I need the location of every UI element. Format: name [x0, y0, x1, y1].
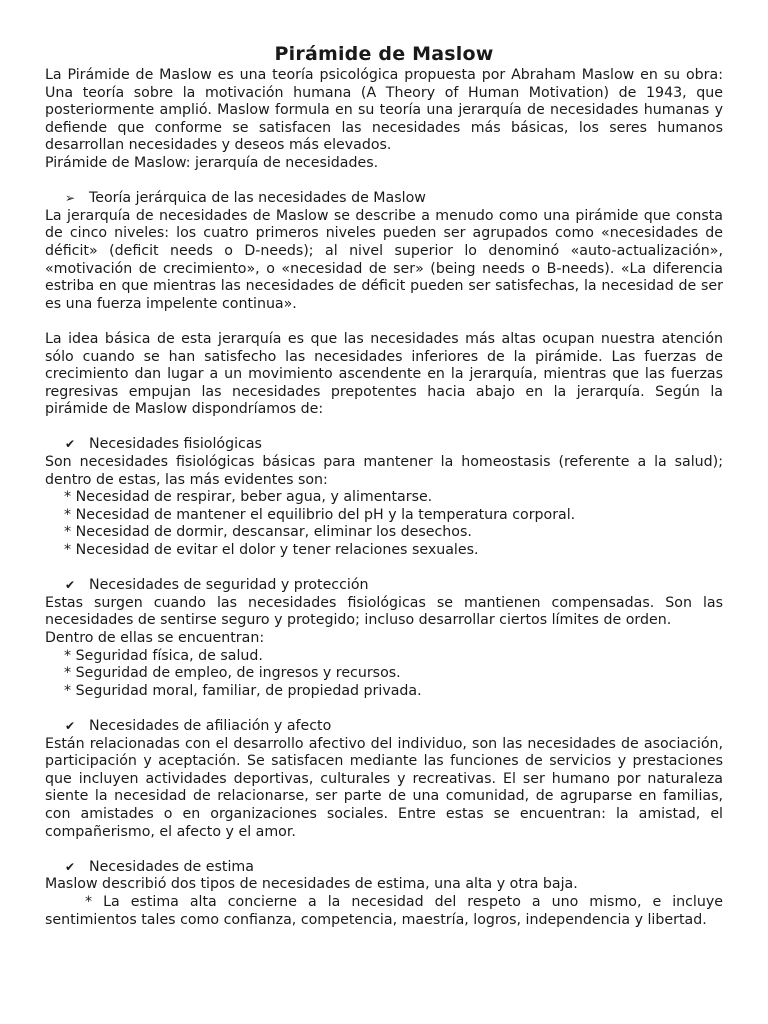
- list-item: * Seguridad moral, familiar, de propiedad privada.: [64, 682, 422, 699]
- list-item: * Necesidad de evitar el dolor y tener relaciones sexuales.: [64, 542, 479, 559]
- theory-paragraph: La idea básica de esta jerarquía es que las necesidades más altas ocupan nuestra atención sólo cuando se han satisfecho las necesidades inferiores de la pirámide. Las fuerzas de crecimiento dan lugar a un movimiento ascendente en la jerarquía, mientras que las fuerzas regresivas empujan las necesidades prepotentes hacia abajo en la jerarquía. Según la pirámide de Maslow dispondríamos de:: [45, 330, 723, 418]
- list-item: * Necesidad de respirar, beber agua, y alimentarse.: [64, 489, 433, 506]
- section-heading-label: Necesidades de seguridad y protección: [89, 577, 369, 594]
- affiliation-paragraph: Están relacionadas con el desarrollo afectivo del individuo, son las necesidades de asociación, participación y aceptación. Se satisfacen mediante las funciones de servicios y prestaciones que incluyen actividades deportivas, culturales y recreativas. El ser humano por naturaleza siente la necesidad de relacionarse, ser parte de una comunidad, de agruparse en familias, con amistades o en organizaciones sociales. Entre estas se encuentran: la amistad, el compañerismo, el afecto y el amor.: [45, 735, 723, 840]
- section-heading-affiliation: [45, 718, 723, 736]
- list-item: * Seguridad de empleo, de ingresos y recursos.: [64, 665, 401, 682]
- section-heading-physiological: [45, 436, 723, 454]
- theory-paragraph: La jerarquía de necesidades de Maslow se describe a menudo como una pirámide que consta de cinco niveles: los cuatro primeros niveles pueden ser agrupados como «necesidades de déficit» (deficit needs o D-needs); al nivel superior lo denominó «auto-actualización», «motivación de crecimiento», o «necesidad de ser» (being needs o B-needs). «La diferencia estriba en que mientras las necesidades de déficit pueden ser satisfechas, la necesidad de ser es una fuerza impelente continua».: [45, 207, 723, 312]
- section-heading-label: Teoría jerárquica de las necesidades de Maslow: [89, 190, 426, 207]
- intro-caption: Pirámide de Maslow: jerarquía de necesidades.: [45, 154, 379, 171]
- section-heading-theory: [45, 190, 723, 208]
- security-lead: Dentro de ellas se encuentran:: [45, 630, 265, 646]
- checkmark-icon: ✔: [65, 718, 76, 733]
- list-item: * Necesidad de mantener el equilibrio del pH y la temperatura corporal.: [64, 506, 576, 523]
- list-item: * Necesidad de dormir, descansar, eliminar los desechos.: [64, 524, 472, 541]
- section-heading-esteem: [45, 859, 723, 877]
- section-heading-label: Necesidades de estima: [89, 858, 254, 875]
- section-heading-label: Necesidades de afiliación y afecto: [89, 717, 332, 734]
- checkmark-icon: ✔: [65, 437, 76, 452]
- section-heading-label: Necesidades fisiológicas: [89, 436, 262, 453]
- intro-paragraph: La Pirámide de Maslow es una teoría psicológica propuesta por Abraham Maslow en su obra: Una teoría sobre la motivación humana (A Theory of Human Motivation) de 1943, que posteriormente amplió. Maslow formula en su teoría una jerarquía de necesidades humanas y defiende que conforme se satisfacen las necesidades más básicas, los seres humanos desarrollan necesidades y deseos más elevados.: [45, 67, 723, 154]
- arrow-bullet-icon: ➢: [65, 191, 76, 206]
- esteem-paragraph: Maslow describió dos tipos de necesidades de estima, una alta y otra baja.: [45, 876, 578, 893]
- physiological-paragraph: Son necesidades fisiológicas básicas para mantener la homeostasis (referente a la salud); dentro de estas, las más evidentes son:: [45, 454, 723, 488]
- checkmark-icon: ✔: [65, 859, 76, 874]
- list-item: * Seguridad física, de salud.: [64, 647, 263, 664]
- security-paragraph: Estas surgen cuando las necesidades fisiológicas se mantienen compensadas. Son las necesidades de sentirse seguro y protegido; incluso desarrollar ciertos límites de orden.: [45, 594, 723, 629]
- checkmark-icon: ✔: [65, 578, 76, 593]
- section-heading-security: [45, 577, 723, 595]
- page-title: Pirámide de Maslow: [274, 43, 494, 65]
- esteem-item: * La estima alta concierne a la necesidad del respeto a uno mismo, e incluye sentimientos tales como confianza, competencia, maestría, logros, independencia y libertad.: [45, 893, 723, 928]
